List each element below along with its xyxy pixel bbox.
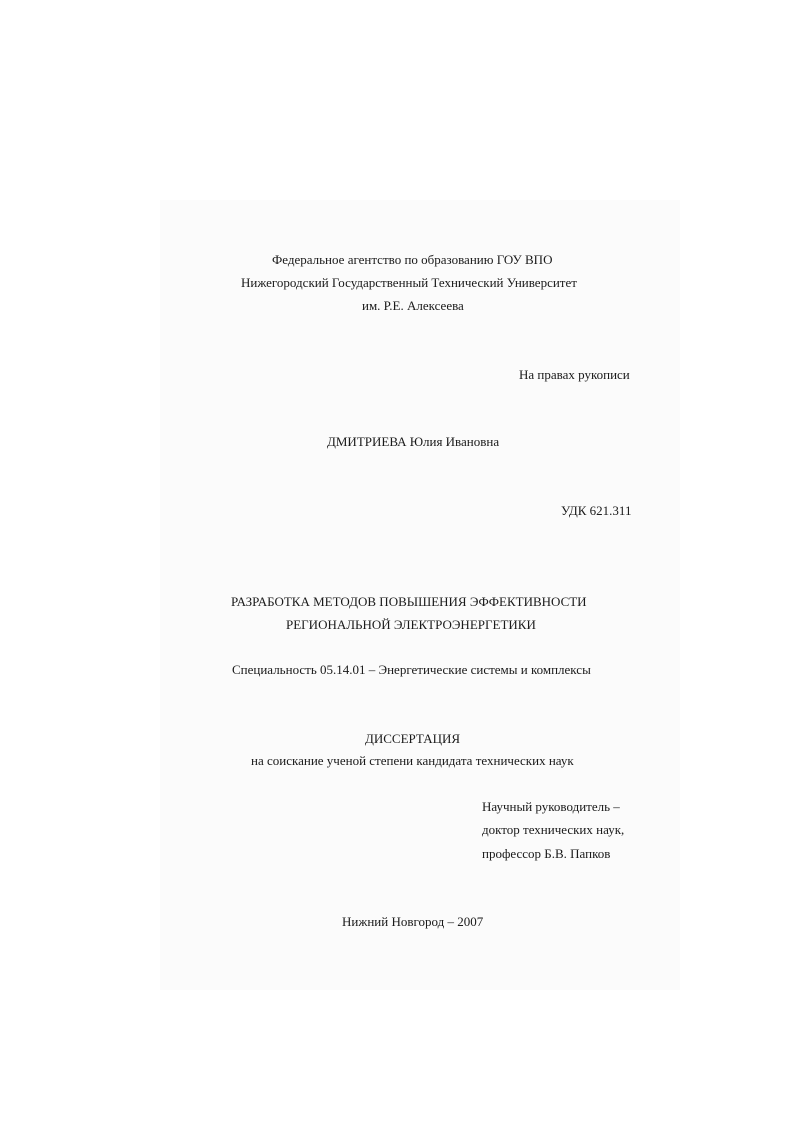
specialty-line: Специальность 05.14.01 – Энергетические системы и комплексы <box>232 662 591 677</box>
author-name: ДМИТРИЕВА Юлия Ивановна <box>327 434 500 449</box>
title-line-2: РЕГИОНАЛЬНОЙ ЭЛЕКТРОЭНЕРГЕТИКИ <box>286 617 536 632</box>
city-year: Нижний Новгород – 2007 <box>342 914 484 929</box>
university-line: Нижегородский Государственный Технический Университет <box>241 275 577 290</box>
supervisor-line-1: Научный руководитель – <box>482 799 620 814</box>
manuscript-note: На правах рукописи <box>519 367 630 382</box>
supervisor-line-2: доктор технических наук, <box>482 822 625 837</box>
supervisor-line-3: профессор Б.В. Папков <box>482 846 611 861</box>
title-line-1: РАЗРАБОТКА МЕТОДОВ ПОВЫШЕНИЯ ЭФФЕКТИВНОСТИ <box>231 594 587 609</box>
named-after-line: им. Р.Е. Алексеева <box>362 298 464 313</box>
agency-line: Федеральное агентство по образованию ГОУ ВПО <box>272 252 553 267</box>
dissertation-label: ДИССЕРТАЦИЯ <box>365 731 461 746</box>
udc-code: УДК 621.311 <box>561 503 632 518</box>
degree-line: на соискание ученой степени кандидата технических наук <box>251 753 574 768</box>
